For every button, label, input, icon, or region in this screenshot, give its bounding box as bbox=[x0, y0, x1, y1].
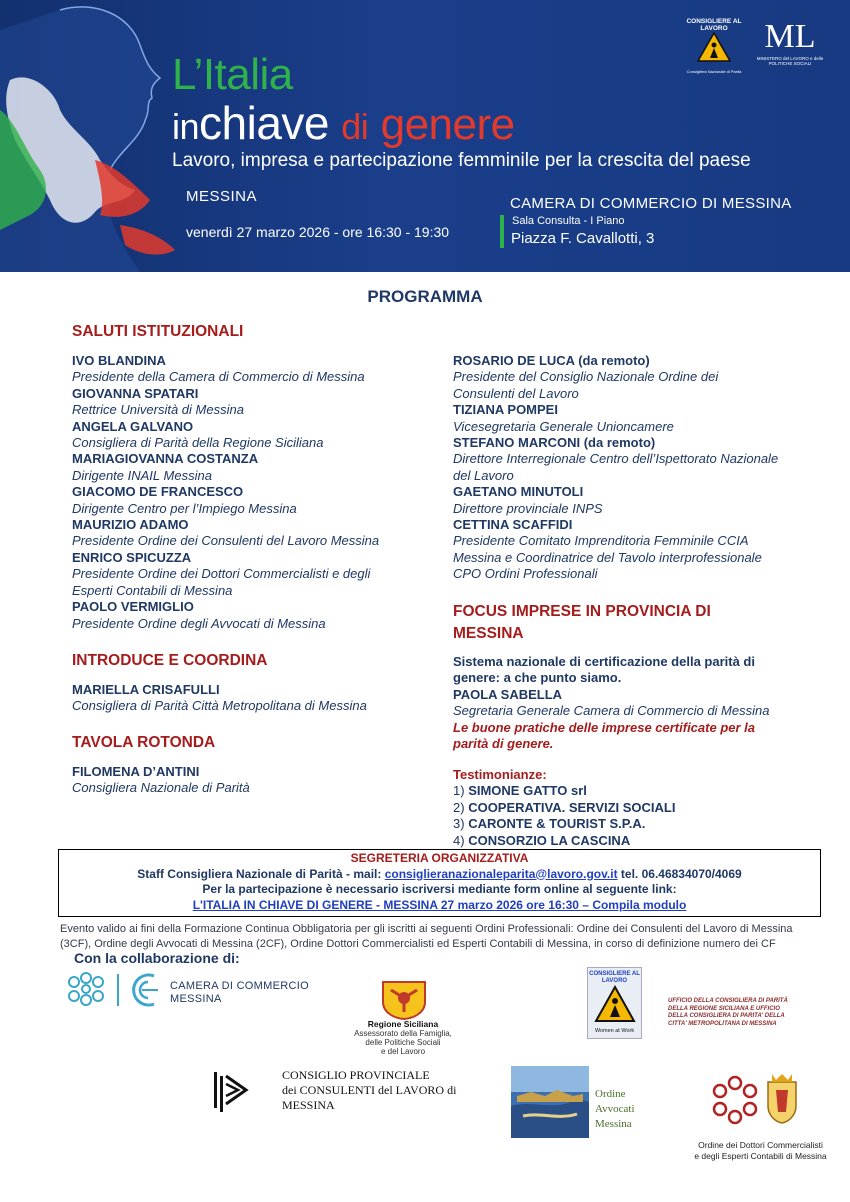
speaker-role: Presidente Ordine dei Dottori Commercialisti e degli bbox=[72, 566, 371, 582]
speaker-name: PAOLA SABELLA bbox=[453, 686, 563, 702]
speaker-role: Messina e Coordinatrice del Tavolo interprofessionale bbox=[453, 549, 762, 565]
focus-heading-line: FOCUS IMPRESE IN PROVINCIA DI bbox=[453, 603, 711, 620]
focus-topic: genere: a che punto siamo. bbox=[453, 670, 622, 686]
speaker-name: PAOLO VERMIGLIO bbox=[72, 599, 194, 615]
focus-block bbox=[453, 654, 823, 752]
logo-text-line: Women at Work bbox=[594, 1028, 635, 1034]
camera-commercio-name bbox=[170, 980, 309, 1006]
logo-text-line: UFFICIO DELLA CONSIGLIERA DI PARITÀ bbox=[668, 998, 788, 1004]
saluti-right-column bbox=[453, 353, 823, 583]
registration-note: Per la partecipazione è necessario iscriversi mediante form online al seguente link: bbox=[202, 882, 677, 896]
speaker-name: MARIELLA CRISAFULLI bbox=[72, 682, 220, 697]
ufficio-consigliera-text bbox=[668, 998, 843, 1028]
venue-address: Piazza F. Cavallotti, 3 bbox=[511, 230, 655, 247]
speaker-name: MARIAGIOVANNA COSTANZA bbox=[72, 451, 259, 467]
dottori-commercialisti-logo-icon bbox=[710, 1075, 760, 1125]
phone-number: tel. 06.46834070/4069 bbox=[620, 866, 742, 881]
testimonials-block bbox=[453, 767, 823, 849]
staff-label: Staff Consigliera Nazionale di Parità - mail: bbox=[137, 866, 382, 881]
speaker-role: Presidente Ordine dei Consulenti del Lavoro Messina bbox=[72, 533, 380, 549]
logo-text-line: CITTA' METROPOLITANA DI MESSINA bbox=[668, 1020, 777, 1027]
list-item bbox=[453, 783, 823, 799]
logo-text-line: Avvocati bbox=[595, 1103, 635, 1115]
speaker-role: Vicesegretaria Generale Unioncamere bbox=[453, 418, 674, 434]
speaker-role: Consigliera di Parità della Regione Siciliana bbox=[72, 435, 324, 451]
speaker-name: ENRICO SPICUZZA bbox=[72, 549, 192, 565]
list-item bbox=[453, 833, 823, 849]
messina-crest-icon bbox=[762, 1072, 802, 1124]
company-name: COOPERATIVA. SERVIZI SOCIALI bbox=[468, 799, 676, 815]
speaker-name: ROSARIO DE LUCA (da remoto) bbox=[453, 353, 650, 368]
logo-text-line: Assessorato della Famiglia, bbox=[354, 1029, 452, 1038]
event-subtitle: Lavoro, impresa e partecipazione femminile per la crescita del paese bbox=[172, 150, 751, 171]
registration-form-link[interactable]: L'ITALIA IN CHIAVE DI GENERE - MESSINA 27 marzo 2026 ore 16:30 – Compila modulo bbox=[192, 897, 687, 912]
introduce-block bbox=[72, 682, 442, 715]
ordine-avvocati-text bbox=[595, 1087, 635, 1132]
speaker-role: Direttore provinciale INPS bbox=[453, 500, 603, 516]
speaker-role: Presidente Comitato Imprenditoria Femminile CCIA bbox=[453, 533, 749, 549]
logo-text-line: CONSIGLIO PROVINCIALE bbox=[282, 1068, 430, 1082]
speaker-name: IVO BLANDINA bbox=[72, 353, 166, 368]
logo-text-line: CONSIGLIERE AL LAVORO bbox=[589, 971, 640, 984]
focus-topic: Sistema nazionale di certificazione della parità di bbox=[453, 654, 755, 669]
title-in: in bbox=[172, 106, 200, 147]
title-chiave: chiave bbox=[199, 97, 329, 149]
logo-text-line: Messina bbox=[595, 1118, 632, 1130]
list-number: 4) bbox=[453, 832, 465, 848]
logo-text-line: DELLA REGIONE SICILIANA E UFFICIO bbox=[668, 1005, 780, 1012]
speaker-role: del Lavoro bbox=[453, 467, 514, 483]
focus-heading-line: MESSINA bbox=[453, 625, 524, 642]
speaker-role: Dirigente INAIL Messina bbox=[72, 467, 212, 483]
list-item bbox=[453, 800, 823, 816]
company-name: CONSORZIO LA CASCINA bbox=[468, 832, 631, 848]
speaker-role: Presidente Ordine degli Avvocati di Messina bbox=[72, 615, 326, 631]
venue-accent-bar bbox=[500, 215, 504, 248]
focus-practices: Le buone pratiche delle imprese certificate per la bbox=[453, 719, 755, 735]
email-link[interactable]: consiglieranazionaleparita@lavoro.gov.it bbox=[384, 866, 618, 881]
speaker-name: CETTINA SCAFFIDI bbox=[453, 517, 573, 533]
focus-practices: parità di genere. bbox=[453, 736, 554, 752]
introduce-heading: INTRODUCE E COORDINA bbox=[72, 652, 268, 669]
secretariat-contact bbox=[59, 867, 820, 883]
camera-commercio-logo-icon bbox=[66, 970, 166, 1010]
speaker-name: ANGELA GALVANO bbox=[72, 418, 194, 434]
list-item bbox=[453, 816, 823, 832]
ministero-lavoro-logo bbox=[750, 18, 830, 78]
title-line1: L’Italia bbox=[172, 50, 293, 99]
venue-room: Sala Consulta - I Piano bbox=[512, 215, 625, 227]
logo-text-line: MESSINA bbox=[170, 993, 222, 1005]
logo-text-line: CAMERA DI COMMERCIO bbox=[170, 980, 309, 992]
speaker-name: GIOVANNA SPATARI bbox=[72, 385, 199, 401]
speaker-name: STEFANO MARCONI (da remoto) bbox=[453, 435, 656, 451]
saluti-left-column bbox=[72, 353, 442, 632]
speaker-name: GIACOMO DE FRANCESCO bbox=[72, 484, 244, 500]
list-number: 3) bbox=[453, 816, 465, 832]
women-at-work-logo bbox=[587, 967, 642, 1039]
header-banner bbox=[0, 0, 850, 272]
secretariat-heading: SEGRETERIA ORGANIZZATIVA bbox=[350, 851, 529, 865]
focus-heading bbox=[453, 601, 711, 645]
venue-name: CAMERA DI COMMERCIO DI MESSINA bbox=[510, 195, 792, 212]
company-name: CARONTE & TOURIST S.P.A. bbox=[468, 816, 646, 832]
title-di: di bbox=[341, 106, 369, 147]
speaker-role: Segretaria Generale Camera di Commercio di Messina bbox=[453, 703, 770, 719]
list-number: 2) bbox=[453, 799, 465, 815]
speaker-role: Presidente della Camera di Commercio di Messina bbox=[72, 369, 365, 385]
consulenti-lavoro-logo-icon bbox=[210, 1070, 250, 1116]
tavola-block bbox=[72, 764, 442, 797]
warning-sign-icon bbox=[697, 32, 731, 62]
italy-face-graphic bbox=[0, 0, 190, 272]
testimonials-heading: Testimonianze: bbox=[453, 767, 547, 782]
speaker-name: MAURIZIO ADAMO bbox=[72, 517, 189, 533]
program-title: PROGRAMMA bbox=[367, 287, 483, 306]
logo-text-line: e degli Esperti Contabili di Messina bbox=[694, 1151, 827, 1161]
regione-siciliana-crest-icon bbox=[379, 980, 429, 1020]
logo-text-line: DELLA CONSIGLIERA DI PARITA' DELLA bbox=[668, 1013, 785, 1019]
company-name: SIMONE GATTO srl bbox=[468, 783, 587, 799]
dottori-commercialisti-text bbox=[688, 1140, 833, 1162]
title-genere: genere bbox=[380, 100, 515, 149]
logo-text-line: Ordine dei Dottori Commercialisti bbox=[698, 1140, 823, 1150]
consigliere-logo-subtext: Consigliera Nazionale di Parità bbox=[686, 69, 742, 74]
speaker-role: Consulenti del Lavoro bbox=[453, 385, 579, 401]
speaker-role: Dirigente Centro per l’Impiego Messina bbox=[72, 500, 297, 516]
ministero-logo-text: MINISTERO del LAVORO e delle POLITICHE SOCIALI bbox=[756, 56, 824, 66]
speaker-role: Presidente del Consiglio Nazionale Ordine dei bbox=[453, 369, 719, 385]
consigliere-logo-text: CONSIGLIERE AL LAVORO bbox=[686, 18, 742, 32]
logo-text-line: e del Lavoro bbox=[380, 1047, 426, 1056]
ministero-logo-mark: ML bbox=[764, 18, 816, 55]
speaker-role: Direttore Interregionale Centro dell’Ispettorato Nazionale bbox=[453, 451, 779, 467]
event-city: MESSINA bbox=[186, 188, 258, 205]
warning-sign-icon bbox=[594, 985, 636, 1023]
logo-text-line: Regione Siciliana bbox=[367, 1019, 439, 1029]
regione-siciliana-text bbox=[337, 1020, 469, 1056]
tavola-heading: TAVOLA ROTONDA bbox=[72, 734, 216, 751]
consigliere-lavoro-logo bbox=[683, 18, 745, 78]
speaker-role: Esperti Contabili di Messina bbox=[72, 582, 233, 598]
logo-text-line: MESSINA bbox=[282, 1098, 335, 1112]
speaker-role: Consigliera Nazionale di Parità bbox=[72, 780, 250, 796]
consiglio-provinciale-text bbox=[282, 1068, 456, 1113]
secretariat-box bbox=[58, 849, 821, 917]
collaboration-label: Con la collaborazione di: bbox=[74, 950, 240, 966]
speaker-role: CPO Ordini Professionali bbox=[453, 566, 598, 582]
saluti-heading: SALUTI ISTITUZIONALI bbox=[72, 323, 244, 340]
speaker-role: Consigliera di Parità Città Metropolitana di Messina bbox=[72, 698, 367, 714]
speaker-role: Rettrice Università di Messina bbox=[72, 402, 244, 418]
event-datetime: venerdì 27 marzo 2026 - ore 16:30 - 19:30 bbox=[186, 224, 450, 240]
list-number: 1) bbox=[453, 783, 465, 799]
speaker-name: TIZIANA POMPEI bbox=[453, 402, 558, 418]
ordine-avvocati-image bbox=[511, 1066, 589, 1138]
training-credits-note: Evento valido ai fini della Formazione Continua Obbligatoria per gli iscritti ai seguenti Ordini Professionali: Ordine dei Consulenti del Lavoro di Messina (3CF), Ordine degli Avvocati di Messina (2CF), Ordine Dottori Commercialisti ed Esperti Contabili di Messina, in corso di definizione numero dei CF bbox=[60, 923, 793, 950]
speaker-name: FILOMENA D’ANTINI bbox=[72, 764, 200, 779]
logo-text-line: delle Politiche Sociali bbox=[365, 1038, 441, 1047]
speaker-name: GAETANO MINUTOLI bbox=[453, 484, 584, 500]
title-line2 bbox=[172, 96, 515, 150]
logo-text-line: Ordine bbox=[595, 1088, 626, 1100]
logo-text-line: dei CONSULENTI del LAVORO di bbox=[282, 1083, 457, 1097]
